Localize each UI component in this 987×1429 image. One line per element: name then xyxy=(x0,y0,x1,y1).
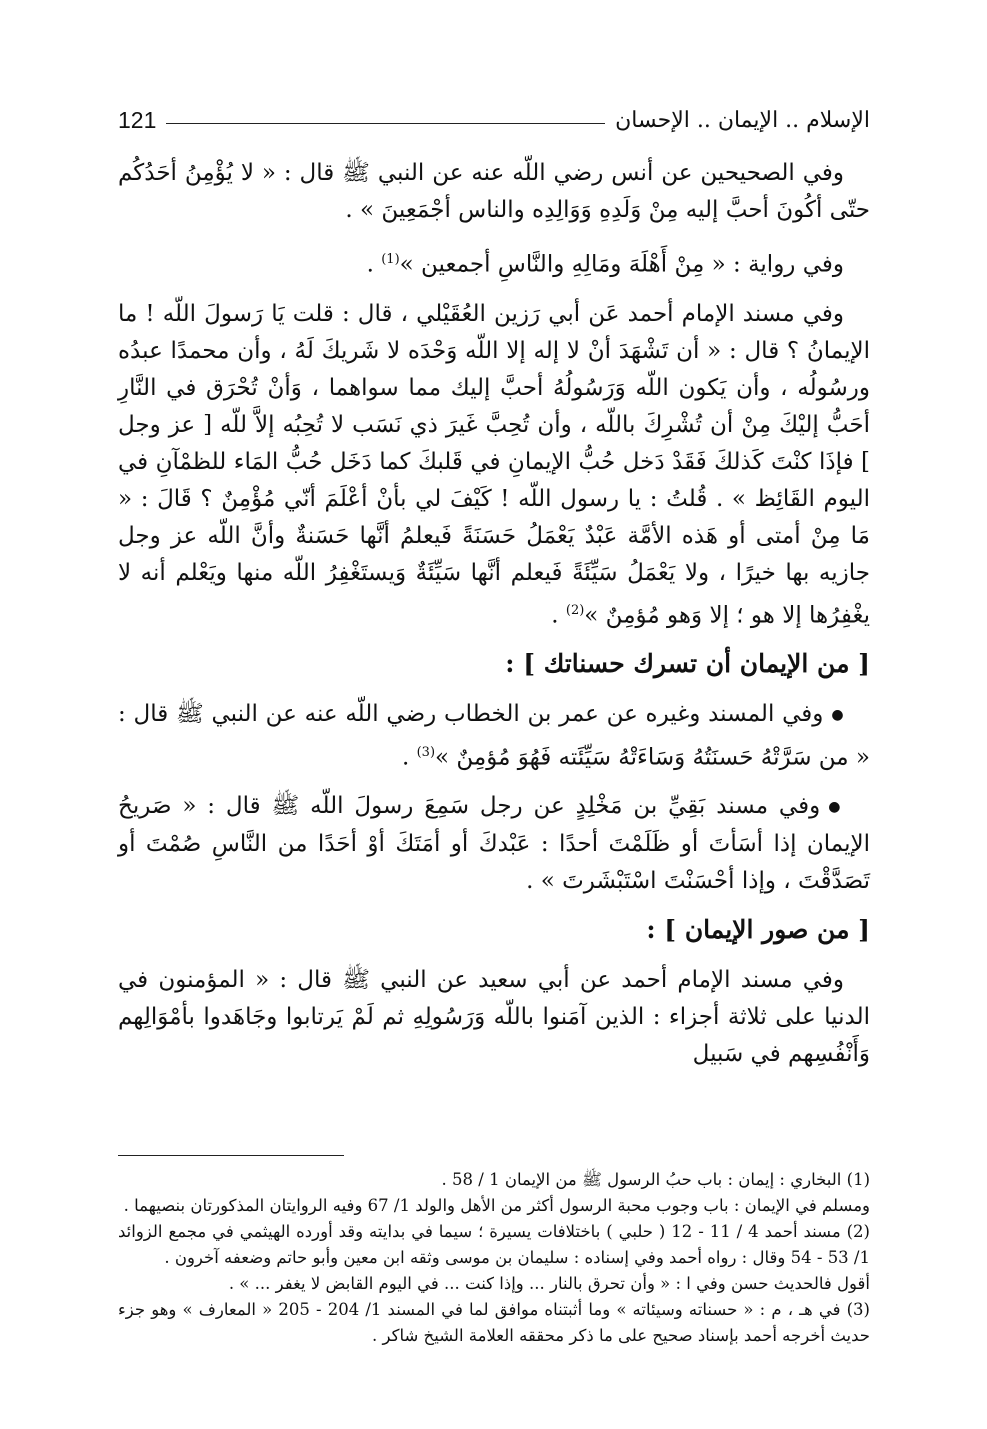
paragraph-musnad-ahmad-text: وفي مسند الإمام أحمد عَن أبي رَزين العُقَيْلي ، قال : قلت يَا رَسولَ اللّه ! ما الإيمانُ ؟ قال : « أن تَشْهَدَ أنْ لا إله إلا اللّه وَحْدَه لا شَريكَ لَهُ ، وأن محمدًا عبدُه ورسُولُه ، وأن يَكون اللّه وَرَسُولُهُ أحبَّ إليك مما سواهما ، وَأنْ تُحْرَق في النَّارِ أحَبُّ إليْكَ مِنْ أن تُشْرِكَ باللّه ، وأن تُحِبَّ غَيرَ ذي نَسَب لا تُحِبُه إلاَّ للّه [ عز وجل ] فإذَا كنْتَ كَذلكَ فَقَدْ دَخل حُبُّ الإيمانِ في قَلبكَ كما دَخَل حُبُّ المَاء للظمْآنِ في اليوم القَائِظ » . قُلتُ : يا رسول اللّه ! كَيْفَ لي بأنْ أعْلَمَ أنّي مُؤْمِنٌ ؟ قَالَ : « مَا مِنْ أمتى أو هَذه الأمَّة عَبْدٌ يَعْمَلُ حَسَنَةً فَيعلمُ أنَّها حَسَنةٌ وأنَّ اللّه عز وجل جازيه بها خيرًا ، ولا يَعْمَلُ سَيِّئَةً فَيعلم أنَّها سَيِّئَةٌ وَيستَغْفِرُ اللّه منها ويَعْلم أنه لا يغْفِرُها إلا هو ؛ إلا وَهو مُؤمِنٌ » xyxy=(118,300,870,629)
paragraph-abi-said: وفي مسند الإمام أحمد عن أبي سعيد عن النبي ﷺ قال : « المؤمنون في الدنيا على ثلاثة أجزاء : الذين آمَنوا باللّه وَرَسُولِهِ ثم لَمْ يَرتابوا وجَاهَدوا بأمْوَالِهم وَأَنْفُسِهم في سَبيل xyxy=(118,966,870,1067)
paragraph-baqi: ● وفي مسند بَقِيِّ بن مَخْلِدٍ عن رجل سَمِعَ رسولَ اللّه ﷺ قال : « صَريحُ الإيمان إذا أسَأتَ أو ظَلَمْتَ أحدًا : عَبْدكَ أو أمَتَكَ أوْ أحَدًا من النَّاسِ صُمْتَ أو تَصَدَّقْتَ ، وإذا أحْسَنْتَ اسْتَبْشَرتَ » . xyxy=(118,788,870,900)
paragraph-musnad-ahmad-end: . xyxy=(551,602,566,629)
footnote-ref-2[interactable]: (2) xyxy=(565,602,585,618)
running-title: الإسلام .. الإيمان .. الإحسان xyxy=(615,107,870,133)
section-heading-suwar: [ من صور الإيمان ] : xyxy=(646,914,870,944)
footnote-2-cont: أقول فالحديث حسن وفي ا : « وأن تحرق بالنار ... وإذا كنت ... في اليوم القابض لا يغفر ... » . xyxy=(228,1274,870,1293)
paragraph-riwaya-end: . xyxy=(366,251,382,278)
footnotes xyxy=(118,1167,870,1349)
footnote-1-cont: ومسلم في الإيمان : باب وجوب محبة الرسول أكثر من الأهل والولد 1/ 67 وفيه الروايتان المذكورتان بنصيهما . xyxy=(123,1196,870,1215)
running-header xyxy=(118,103,870,137)
footnote-2: (2) مسند أحمد 4 / 11 - 12 ( حلبي ) باختلافات يسيرة ؛ سيما في بدايته وقد أورده الهيثمي في مجمع الزوائد 1/ 53 - 54 وقال : رواه أحمد وفي إسناده : سليمان بن موسى وثقه ابن معين وأبو حاتم وضعفه آخرون . xyxy=(118,1222,870,1267)
paragraph-riwaya-text: وفي رواية : « مِنْ أَهْلَهَ ومَالِهِ والنَّاسِ أجمعين » xyxy=(399,251,844,278)
header-rule xyxy=(166,123,605,124)
footnote-3: (3) في هـ ، م : « حسناته وسيئاته » وما أثبتناه موافق لما في المسند 1/ 204 - 205 « المعارف » وهو جزء حديث أخرجه أحمد بإسناد صحيح على ما ذكر محققه العلامة الشيخ شاكر . xyxy=(118,1300,870,1345)
section-heading-hasanat: [ من الإيمان أن تسرك حسناتك ] : xyxy=(505,649,870,679)
paragraph-umar-text: وفي المسند وغيره عن عمر بن الخطاب رضي اللّه عنه عن النبي ﷺ قال : « من سَرَّتْهُ حَسنَتُهُ وَسَاءَتْهُ سَيِّئَته فَهُوَ مُؤمِنٌ » xyxy=(118,701,870,771)
page-number: 121 xyxy=(118,106,157,133)
footnote-separator xyxy=(118,1155,344,1156)
book-page xyxy=(118,95,870,1345)
paragraph-sahihain: وفي الصحيحين عن أنس رضي اللّه عنه عن النبي ﷺ قال : « لا يُؤْمِنُ أحَدُكُم حتّى أكُونَ أحبَّ إليه مِنْ وَلَدِهِ وَوَالِدِه والناس أجْمَعِينَ » . xyxy=(118,160,870,223)
main-text xyxy=(118,155,870,1085)
footnote-ref-3[interactable]: (3) xyxy=(416,744,436,760)
paragraph-musnad-ahmad xyxy=(118,296,870,635)
footnote-1: (1) البخاري : إيمان : باب حبُ الرسول ﷺ من الإيمان 1 / 58 . xyxy=(441,1170,870,1189)
paragraph-riwaya xyxy=(118,241,870,284)
footnote-ref-1[interactable]: (1) xyxy=(381,252,400,267)
paragraph-umar xyxy=(118,696,870,776)
paragraph-umar-end: . xyxy=(401,744,417,771)
